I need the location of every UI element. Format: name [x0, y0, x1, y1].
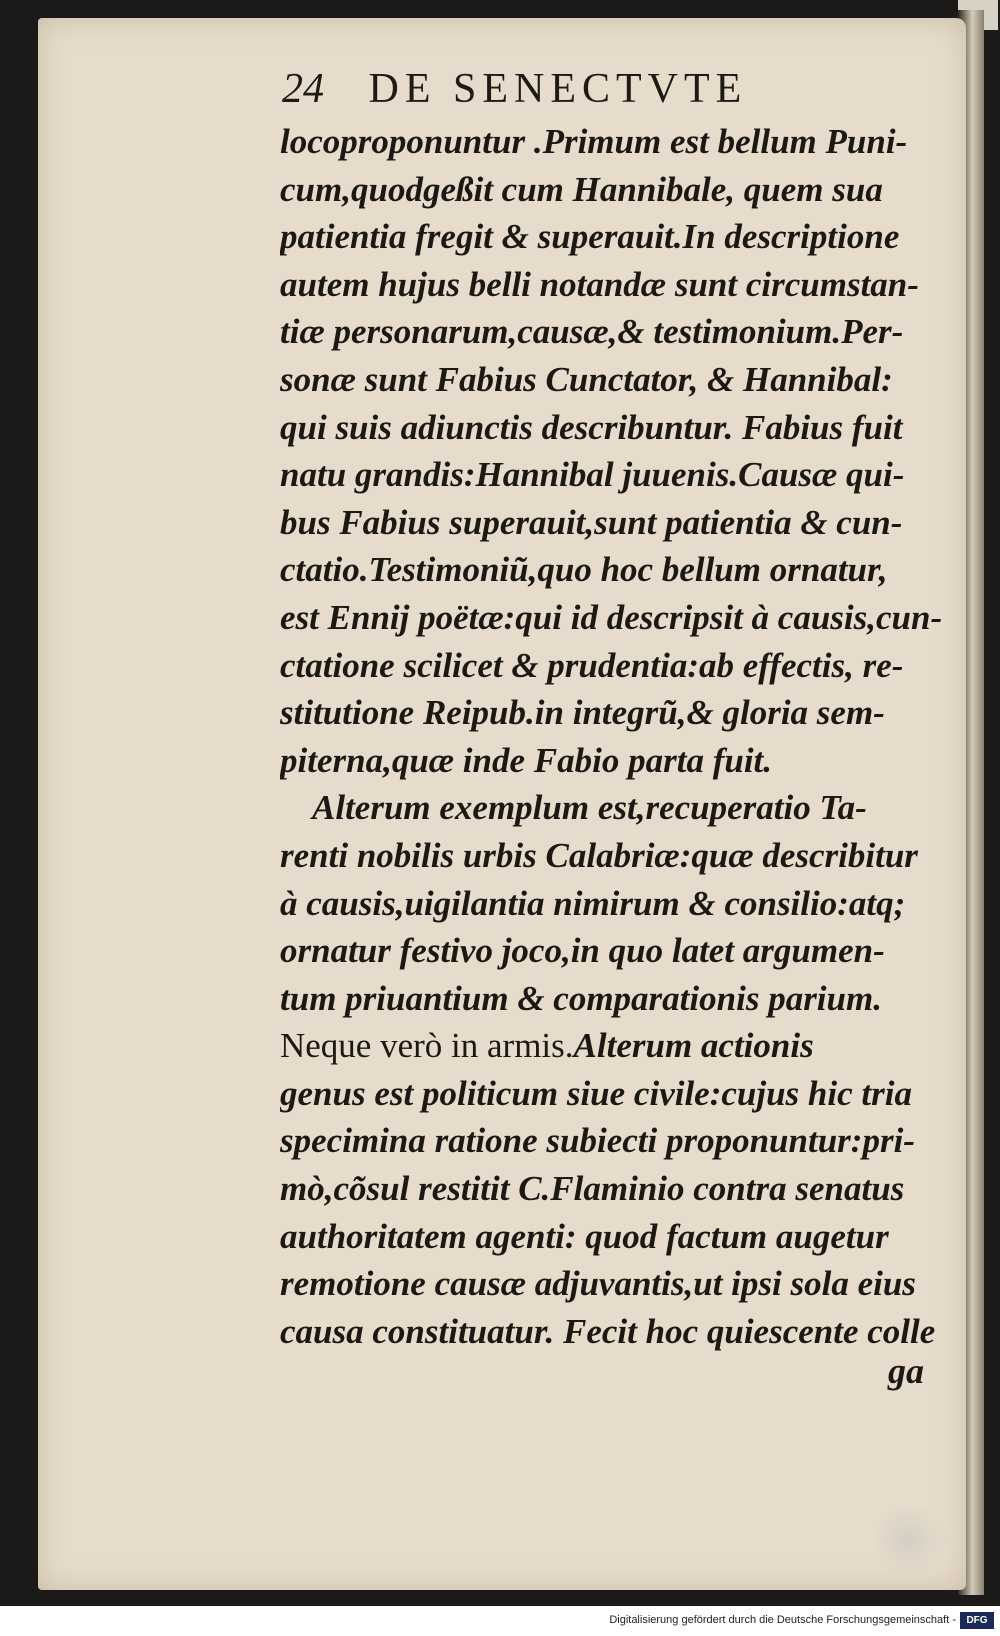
text-line: tum priuantium & comparationis parium.: [280, 978, 882, 1018]
text-line-paragraph-start: Alterum exemplum est,recuperatio Ta-: [312, 788, 867, 828]
body-text: [280, 118, 950, 1355]
text-line: cum,quodgeßit cum Hannibale, quem sua: [280, 169, 883, 209]
text-line: piterna,quæ inde Fabio parta fuit.: [280, 740, 773, 780]
text-line: remotione causæ adjuvantis,ut ipsi sola eius: [280, 1264, 916, 1304]
dfg-logo[interactable]: DFG: [960, 1612, 994, 1629]
text-line: ctatio.Testimoniũ,quo hoc bellum ornatur,: [280, 550, 888, 590]
text-line: sonæ sunt Fabius Cunctator, & Hannibal:: [280, 359, 893, 399]
text-line: ornatur festivo joco,in quo latet argumen-: [280, 931, 885, 971]
text-line: ctatione scilicet & prudentia:ab effectis, re-: [280, 645, 904, 685]
text-line: genus est politicum siue civile:cujus hic tria: [280, 1073, 912, 1113]
digitization-credit: Digitalisierung gefördert durch die Deutsche Forschungsgemeinschaft -: [609, 1614, 956, 1626]
text-line: est Ennij poëtæ:qui id descripsit à causis,cun-: [280, 597, 943, 637]
text-line: stitutione Reipub.in integrũ,& gloria sem-: [280, 693, 885, 733]
text-line: locoproponuntur .Primum est bellum Puni-: [280, 122, 908, 161]
italic-phrase: Alterum actionis: [573, 1026, 814, 1066]
running-head: [282, 65, 882, 125]
text-line: natu grandis:Hannibal juuenis.Causæ qui-: [280, 455, 905, 495]
text-line: specimina ratione subiecti proponuntur:pri-: [280, 1121, 915, 1161]
text-line: patientia fregit & superauit.In descriptione: [280, 217, 900, 257]
text-line: authoritatem agenti: quod factum augetur: [280, 1216, 889, 1256]
text-line: renti nobilis urbis Calabriæ:quæ describitur: [280, 835, 918, 875]
roman-phrase: Neque verò in armis.: [280, 1026, 574, 1066]
paper-stain: [870, 1505, 950, 1575]
text-line: mò,cõsul restitit C.Flaminio contra senatus: [280, 1169, 905, 1209]
text-line: causa constituatur. Fecit hoc quiescente colle: [280, 1311, 936, 1351]
text-line: à causis,uigilantia nimirum & consilio:atq;: [280, 883, 906, 923]
text-line: tiæ personarum,causæ,& testimonium.Per-: [280, 312, 904, 352]
text-line: autem hujus belli notandæ sunt circumstan-: [280, 264, 919, 304]
catchword: ga: [888, 1351, 924, 1391]
text-line: qui suis adiunctis describuntur. Fabius fuit: [280, 407, 903, 447]
text-line-mixed: [280, 1022, 950, 1070]
text-line: bus Fabius superauit,sunt patientia & cun-: [280, 502, 903, 542]
page-number: 24: [282, 66, 324, 112]
running-title: DE SENECTVTE: [368, 66, 748, 112]
